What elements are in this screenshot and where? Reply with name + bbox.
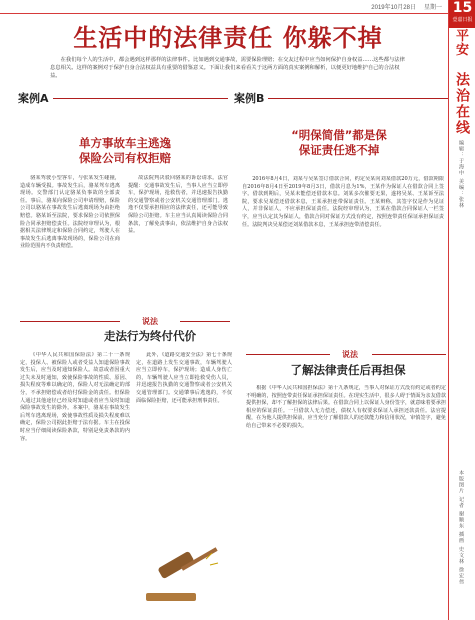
case-a-label xyxy=(18,90,228,106)
case-b-label xyxy=(234,90,448,106)
case-a-column-1 xyxy=(20,175,120,303)
editors-credit: 编辑：于海中 美编：张林 xyxy=(458,140,464,209)
header-date: 2019年10月28日 xyxy=(371,5,416,11)
header-weekday: 星期一 xyxy=(423,5,442,11)
note-a-title: 走法行为终付代价 xyxy=(104,329,196,343)
note-a-rule-right xyxy=(180,321,230,322)
case-b-text: 2016年8月4日，刘某与吴某签订借款合同，约定吴某向刘某借款20万元，借款期限自2016年8月4日至2019年8月3日，借款月息为1%，王某作为保证人在借款合同上签字。借款到期后，吴某未能偿还借款本息。刘某多次催要无果，遂将吴某、王某诉至法院，要求吴某偿还借款本息，王某承担连带保证责任。王某辩称，其签字仅是作为见证人，并非保证人，不应承担保证责任。法院经审理认为，王某在借款合同保证人一栏签字，应当认定其为保证人，借款合同对保证方式没有约定，按照连带责任保证承担保证责任。法院判决吴某偿还刘某借款本息，王某承担连带清偿责任。 xyxy=(242,176,444,228)
case-a-subhead: 单方事故车主逃逸 保险公司有权拒赔 xyxy=(79,136,171,165)
case-a-label-text: 案例A xyxy=(18,90,53,106)
edition-name: 壹嘉日报 xyxy=(452,17,473,23)
case-a-column-2 xyxy=(128,175,228,303)
note-a-text-1: 《中华人民共和国保险法》第二十一条规定，投保人、被保险人或者受益人知道保险事故发生后，应当及时通知保险人。故意或者因重大过失未及时通知，致使保险事故的性质、原因、损失程度等难以确定的，保险人对无法确定的部分，不承担赔偿或者给付保险金的责任。但保险人通过其他途径已经及时知道或者应当及时知道保险事故发生的除外。本案中，骆某在事故发生后驾车逃离现场，致使事故性质及损失程度难以确定，保险公司据此拒赔于法有据。车主在投保时应当仔细阅读保险条款，特别是免责条款的内容。 xyxy=(20,352,130,442)
case-a-rule xyxy=(53,98,228,99)
note-b-column xyxy=(246,385,446,560)
page-number: 15 xyxy=(452,0,473,16)
section-strip xyxy=(448,0,475,620)
note-a-rule-left xyxy=(20,321,120,322)
note-b-rule-left xyxy=(246,354,330,355)
intro-paragraph: 在我们每个人的生活中，都会遇到这样那样的法律事件。比如遇到交通事故，需要保险理赔；在交友过程中应当如何保护自身权益……这些都与法律息息相关。这样的案例对于保护自身合法权益具有重要的借鉴意义。下面让我们来看看关于这两方面的真实案例和解析，以便更好地维护自己的合法权益。 xyxy=(50,57,405,79)
section-name: 法治在线 xyxy=(454,72,470,136)
note-a-column-1 xyxy=(20,352,130,610)
case-b-subhead: “明保简借”都是保 保证责任逃不掉 xyxy=(291,128,387,157)
case-b-column xyxy=(242,176,444,324)
case-a-text-1: 骆某驾驶小型客车，与张某发生碰撞，造成车辆受损。事故发生后，骆某驾车逃离现场。交警部门认定骆某负事故的全部责任。事后，骆某向保险公司申请理赔，保险公司以骆某在事故发生后逃离现场为由拒绝赔偿。骆某诉至法院，要求保险公司依照保险合同承担赔偿责任。法院经审理认为，根据相关法律规定和保险合同约定，驾驶人在事故发生后逃离事故现场的，保险公司在商业险范围内不负责赔偿。 xyxy=(20,175,120,250)
gavel-illustration xyxy=(136,545,232,605)
note-a-column-2 xyxy=(136,352,232,542)
note-b-label: 说法 xyxy=(342,350,358,359)
note-a-text-2: 此外，《道路交通安全法》第七十条规定，在道路上发生交通事故，车辆驾驶人应当立即停车，保护现场；造成人身伤亡的，车辆驾驶人应当立即抢救受伤人员，并迅速报告执勤的交通警察或者公安机关交通管理部门。交通肇事后逃逸的，不仅面临保险拒赔，还可能承担刑事责任。 xyxy=(136,352,232,404)
case-a-text-2: 故法院判决驳回骆某的诉讼请求。法官提醒：交通事故发生后，当事人应当立即停车，保护现场，抢救伤者，并迅速报告执勤的交通警察或者公安机关交通管理部门。逃逸不仅要承担相应的法律责任，还可能导致保险公司拒赔。车主应当认真阅读保险合同条款，了解免责事由，依法维护自身合法权益。 xyxy=(128,175,228,235)
note-b-rule-right xyxy=(372,354,446,355)
note-b-text: 根据《中华人民共和国担保法》第十九条规定，当事人对保证方式没有约定或者约定不明确的，按照连带责任保证承担保证责任。在现实生活中，很多人碍于情面为亲友借款提供担保，却不了解担保的法律后果。在借款合同上以保证人身份签字，就意味着要承担相应的保证责任。一旦借款人无力偿还，债权人有权要求保证人承担还款责任。法官提醒，在为他人提供担保前，应当充分了解借款人的还款能力和信用状况，审慎签字，避免给自己带来不必要的损失。 xyxy=(246,385,446,429)
page-number-badge xyxy=(449,0,475,28)
page-header xyxy=(0,0,448,14)
note-b-title: 了解法律责任后再担保 xyxy=(290,363,406,377)
case-b-rule xyxy=(268,98,448,99)
paper-name: 平安 xyxy=(455,29,469,58)
note-a-label: 说法 xyxy=(142,317,158,326)
case-b-label-text: 案例B xyxy=(234,90,268,106)
page-headline: 生活中的法律责任 你躲不掉 xyxy=(73,24,383,52)
photo-credit: 本版图片 记者 谢顺东 插画 史文林 徐宏伟 xyxy=(458,470,464,585)
